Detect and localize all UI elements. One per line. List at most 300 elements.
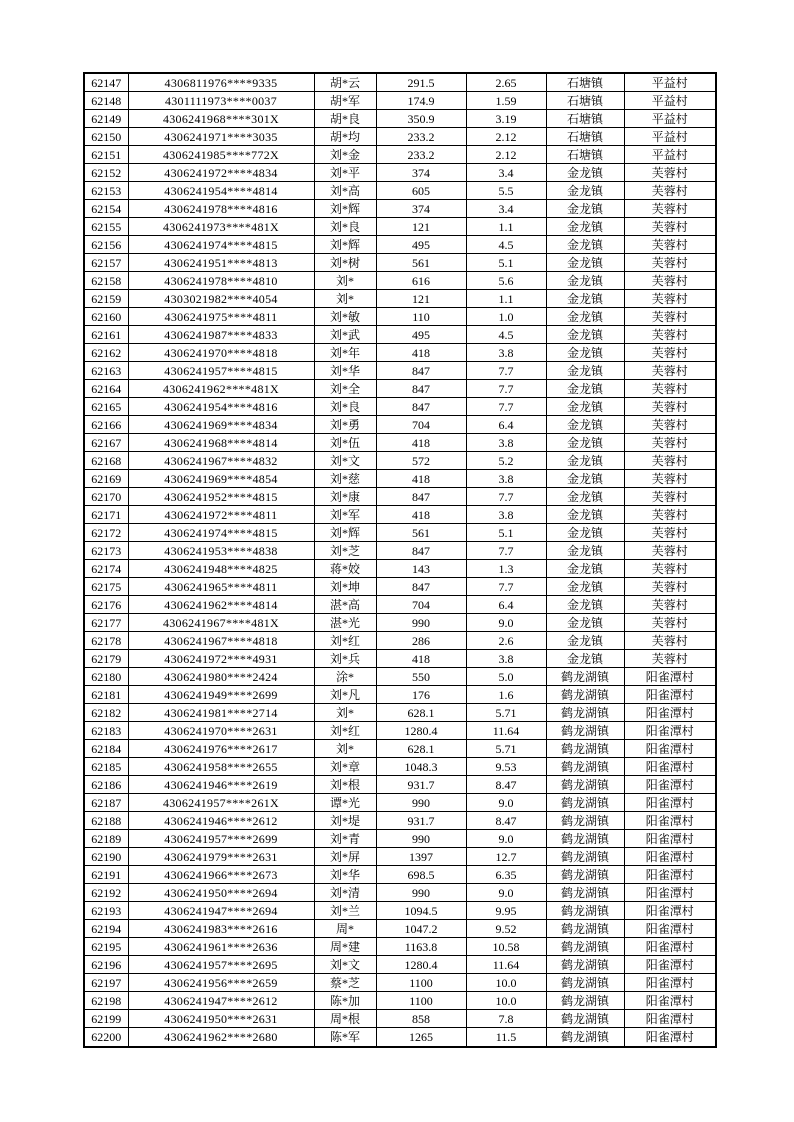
table-row: [84, 614, 716, 632]
cell-serial-number: 62157: [84, 254, 128, 272]
cell-masked-id-number: 4306241974****4815: [128, 236, 314, 254]
cell-village: 芙蓉村: [624, 614, 716, 632]
cell-masked-id-number: 4306241953****4838: [128, 542, 314, 560]
cell-masked-name: 刘*华: [314, 362, 376, 380]
cell-town: 金龙镇: [546, 398, 624, 416]
cell-village: 芙蓉村: [624, 416, 716, 434]
cell-masked-name: 刘*辉: [314, 524, 376, 542]
cell-amount: 1280.4: [376, 956, 466, 974]
cell-area: 11.64: [466, 956, 546, 974]
cell-area: 9.0: [466, 884, 546, 902]
cell-masked-name: 刘*: [314, 290, 376, 308]
table-row: [84, 182, 716, 200]
table-row: [84, 470, 716, 488]
table-row: [84, 920, 716, 938]
table-row: [84, 866, 716, 884]
cell-amount: 847: [376, 362, 466, 380]
table-row: [84, 344, 716, 362]
cell-village: 芙蓉村: [624, 470, 716, 488]
table-row: [84, 848, 716, 866]
cell-amount: 550: [376, 668, 466, 686]
cell-area: 9.0: [466, 830, 546, 848]
cell-amount: 990: [376, 884, 466, 902]
table-row: [84, 164, 716, 182]
cell-masked-id-number: 4306241966****2673: [128, 866, 314, 884]
cell-masked-name: 刘*良: [314, 218, 376, 236]
cell-masked-id-number: 4306241954****4814: [128, 182, 314, 200]
cell-town: 鹤龙湖镇: [546, 956, 624, 974]
cell-serial-number: 62165: [84, 398, 128, 416]
cell-amount: 990: [376, 830, 466, 848]
cell-serial-number: 62153: [84, 182, 128, 200]
cell-serial-number: 62173: [84, 542, 128, 560]
cell-town: 鹤龙湖镇: [546, 884, 624, 902]
cell-area: 1.3: [466, 560, 546, 578]
cell-amount: 561: [376, 254, 466, 272]
cell-village: 芙蓉村: [624, 632, 716, 650]
cell-town: 金龙镇: [546, 308, 624, 326]
cell-area: 10.0: [466, 992, 546, 1010]
cell-village: 阳雀潭村: [624, 668, 716, 686]
cell-area: 5.71: [466, 740, 546, 758]
cell-amount: 418: [376, 344, 466, 362]
cell-masked-id-number: 4306241979****2631: [128, 848, 314, 866]
table-row: [84, 794, 716, 812]
cell-area: 2.12: [466, 128, 546, 146]
cell-serial-number: 62200: [84, 1028, 128, 1047]
cell-area: 9.95: [466, 902, 546, 920]
cell-town: 鹤龙湖镇: [546, 1028, 624, 1047]
cell-village: 芙蓉村: [624, 200, 716, 218]
cell-masked-id-number: 4306241968****4814: [128, 434, 314, 452]
cell-area: 1.59: [466, 92, 546, 110]
table-row: [84, 362, 716, 380]
cell-amount: 628.1: [376, 740, 466, 758]
cell-village: 阳雀潭村: [624, 830, 716, 848]
cell-serial-number: 62166: [84, 416, 128, 434]
cell-area: 1.0: [466, 308, 546, 326]
cell-serial-number: 62169: [84, 470, 128, 488]
cell-town: 鹤龙湖镇: [546, 722, 624, 740]
cell-serial-number: 62179: [84, 650, 128, 668]
cell-amount: 561: [376, 524, 466, 542]
cell-serial-number: 62177: [84, 614, 128, 632]
cell-town: 鹤龙湖镇: [546, 740, 624, 758]
cell-masked-name: 刘*青: [314, 830, 376, 848]
cell-amount: 1094.5: [376, 902, 466, 920]
table-row: [84, 272, 716, 290]
cell-masked-name: 刘*坤: [314, 578, 376, 596]
cell-amount: 616: [376, 272, 466, 290]
cell-masked-name: 周*建: [314, 938, 376, 956]
cell-masked-name: 刘*文: [314, 956, 376, 974]
cell-village: 芙蓉村: [624, 542, 716, 560]
cell-masked-name: 刘*屏: [314, 848, 376, 866]
cell-town: 石塘镇: [546, 110, 624, 128]
cell-serial-number: 62162: [84, 344, 128, 362]
cell-amount: 418: [376, 506, 466, 524]
table-row: [84, 380, 716, 398]
cell-serial-number: 62189: [84, 830, 128, 848]
cell-masked-id-number: 4306241978****4810: [128, 272, 314, 290]
cell-masked-name: 刘*兵: [314, 650, 376, 668]
cell-masked-id-number: 4306241947****2694: [128, 902, 314, 920]
cell-town: 金龙镇: [546, 236, 624, 254]
cell-masked-id-number: 4306241957****261X: [128, 794, 314, 812]
cell-masked-name: 刘*辉: [314, 200, 376, 218]
table-row: [84, 128, 716, 146]
cell-town: 金龙镇: [546, 614, 624, 632]
cell-serial-number: 62170: [84, 488, 128, 506]
cell-village: 芙蓉村: [624, 578, 716, 596]
cell-area: 2.12: [466, 146, 546, 164]
cell-masked-id-number: 4306241965****4811: [128, 578, 314, 596]
cell-town: 鹤龙湖镇: [546, 902, 624, 920]
cell-masked-id-number: 4306241971****3035: [128, 128, 314, 146]
cell-area: 10.0: [466, 974, 546, 992]
cell-serial-number: 62156: [84, 236, 128, 254]
cell-village: 芙蓉村: [624, 344, 716, 362]
cell-town: 石塘镇: [546, 128, 624, 146]
cell-village: 阳雀潭村: [624, 920, 716, 938]
cell-serial-number: 62180: [84, 668, 128, 686]
cell-area: 9.53: [466, 758, 546, 776]
table-row: [84, 452, 716, 470]
cell-masked-name: 蔡*芝: [314, 974, 376, 992]
table-row: [84, 200, 716, 218]
cell-masked-name: 周*根: [314, 1010, 376, 1028]
cell-village: 平益村: [624, 92, 716, 110]
table-row: [84, 578, 716, 596]
cell-amount: 374: [376, 164, 466, 182]
cell-town: 金龙镇: [546, 344, 624, 362]
cell-amount: 990: [376, 614, 466, 632]
cell-town: 鹤龙湖镇: [546, 776, 624, 794]
cell-masked-id-number: 4306241950****2631: [128, 1010, 314, 1028]
cell-town: 金龙镇: [546, 290, 624, 308]
cell-town: 金龙镇: [546, 560, 624, 578]
cell-town: 鹤龙湖镇: [546, 848, 624, 866]
cell-town: 鹤龙湖镇: [546, 704, 624, 722]
cell-amount: 174.9: [376, 92, 466, 110]
cell-village: 阳雀潭村: [624, 722, 716, 740]
cell-masked-id-number: 4306241949****2699: [128, 686, 314, 704]
cell-amount: 350.9: [376, 110, 466, 128]
table-row: [84, 73, 716, 92]
cell-masked-name: 刘*清: [314, 884, 376, 902]
cell-village: 阳雀潭村: [624, 974, 716, 992]
cell-town: 金龙镇: [546, 632, 624, 650]
cell-masked-id-number: 4303021982****4054: [128, 290, 314, 308]
cell-masked-name: 刘*年: [314, 344, 376, 362]
cell-serial-number: 62194: [84, 920, 128, 938]
cell-masked-id-number: 4306241973****481X: [128, 218, 314, 236]
cell-amount: 495: [376, 326, 466, 344]
cell-amount: 704: [376, 596, 466, 614]
cell-village: 阳雀潭村: [624, 938, 716, 956]
table-row: [84, 434, 716, 452]
cell-serial-number: 62159: [84, 290, 128, 308]
cell-serial-number: 62192: [84, 884, 128, 902]
cell-masked-name: 刘*芝: [314, 542, 376, 560]
cell-area: 3.8: [466, 434, 546, 452]
cell-village: 芙蓉村: [624, 326, 716, 344]
cell-masked-id-number: 4306241946****2619: [128, 776, 314, 794]
cell-area: 7.7: [466, 488, 546, 506]
cell-area: 10.58: [466, 938, 546, 956]
cell-area: 5.1: [466, 524, 546, 542]
cell-serial-number: 62191: [84, 866, 128, 884]
cell-masked-name: 刘*敏: [314, 308, 376, 326]
cell-masked-name: 湛*高: [314, 596, 376, 614]
cell-masked-id-number: 4306241962****2680: [128, 1028, 314, 1047]
cell-village: 芙蓉村: [624, 452, 716, 470]
cell-area: 5.71: [466, 704, 546, 722]
table-row: [84, 560, 716, 578]
table-row: [84, 650, 716, 668]
cell-town: 金龙镇: [546, 650, 624, 668]
cell-area: 5.0: [466, 668, 546, 686]
cell-village: 阳雀潭村: [624, 686, 716, 704]
cell-town: 金龙镇: [546, 182, 624, 200]
cell-area: 3.8: [466, 650, 546, 668]
cell-serial-number: 62164: [84, 380, 128, 398]
cell-masked-id-number: 4306241980****2424: [128, 668, 314, 686]
cell-serial-number: 62176: [84, 596, 128, 614]
cell-village: 芙蓉村: [624, 308, 716, 326]
cell-village: 芙蓉村: [624, 398, 716, 416]
cell-masked-id-number: 4306241969****4834: [128, 416, 314, 434]
cell-town: 金龙镇: [546, 272, 624, 290]
cell-area: 6.4: [466, 416, 546, 434]
table-row: [84, 290, 716, 308]
cell-masked-id-number: 4306241968****301X: [128, 110, 314, 128]
cell-village: 芙蓉村: [624, 434, 716, 452]
cell-serial-number: 62163: [84, 362, 128, 380]
cell-town: 金龙镇: [546, 488, 624, 506]
cell-masked-name: 刘*华: [314, 866, 376, 884]
cell-masked-id-number: 4306241954****4816: [128, 398, 314, 416]
table-row: [84, 974, 716, 992]
cell-amount: 418: [376, 470, 466, 488]
cell-town: 鹤龙湖镇: [546, 974, 624, 992]
cell-area: 5.5: [466, 182, 546, 200]
table-row: [84, 236, 716, 254]
cell-serial-number: 62199: [84, 1010, 128, 1028]
cell-masked-id-number: 4306241972****4834: [128, 164, 314, 182]
cell-masked-name: 胡*良: [314, 110, 376, 128]
cell-town: 石塘镇: [546, 73, 624, 92]
cell-serial-number: 62195: [84, 938, 128, 956]
cell-amount: 1100: [376, 992, 466, 1010]
cell-serial-number: 62152: [84, 164, 128, 182]
cell-masked-id-number: 4306241952****4815: [128, 488, 314, 506]
cell-masked-name: 刘*金: [314, 146, 376, 164]
table-row: [84, 776, 716, 794]
cell-amount: 847: [376, 398, 466, 416]
table-row: [84, 992, 716, 1010]
cell-masked-name: 刘*堤: [314, 812, 376, 830]
cell-area: 3.19: [466, 110, 546, 128]
cell-amount: 1100: [376, 974, 466, 992]
cell-masked-name: 刘*平: [314, 164, 376, 182]
cell-area: 3.4: [466, 164, 546, 182]
cell-serial-number: 62149: [84, 110, 128, 128]
cell-town: 鹤龙湖镇: [546, 686, 624, 704]
cell-village: 芙蓉村: [624, 164, 716, 182]
cell-serial-number: 62186: [84, 776, 128, 794]
cell-masked-name: 刘*伍: [314, 434, 376, 452]
cell-amount: 418: [376, 434, 466, 452]
cell-town: 鹤龙湖镇: [546, 812, 624, 830]
cell-town: 鹤龙湖镇: [546, 866, 624, 884]
cell-area: 12.7: [466, 848, 546, 866]
table-row: [84, 146, 716, 164]
table-row: [84, 308, 716, 326]
cell-amount: 291.5: [376, 73, 466, 92]
cell-town: 石塘镇: [546, 146, 624, 164]
cell-amount: 698.5: [376, 866, 466, 884]
cell-town: 金龙镇: [546, 452, 624, 470]
cell-area: 5.6: [466, 272, 546, 290]
table-row: [84, 92, 716, 110]
cell-area: 7.7: [466, 362, 546, 380]
table-row: [84, 704, 716, 722]
cell-masked-name: 刘*良: [314, 398, 376, 416]
table-row: [84, 218, 716, 236]
cell-masked-id-number: 4306241987****4833: [128, 326, 314, 344]
cell-area: 11.64: [466, 722, 546, 740]
cell-town: 金龙镇: [546, 470, 624, 488]
cell-masked-id-number: 4306241950****2694: [128, 884, 314, 902]
cell-masked-name: 刘*根: [314, 776, 376, 794]
cell-masked-id-number: 4306241957****4815: [128, 362, 314, 380]
cell-area: 6.4: [466, 596, 546, 614]
cell-masked-name: 刘*勇: [314, 416, 376, 434]
cell-masked-id-number: 4301111973****0037: [128, 92, 314, 110]
cell-town: 金龙镇: [546, 596, 624, 614]
cell-amount: 143: [376, 560, 466, 578]
table-row: [84, 398, 716, 416]
table-row: [84, 668, 716, 686]
cell-masked-name: 陈*加: [314, 992, 376, 1010]
cell-village: 阳雀潭村: [624, 848, 716, 866]
cell-village: 芙蓉村: [624, 254, 716, 272]
cell-amount: 1280.4: [376, 722, 466, 740]
cell-masked-name: 刘*章: [314, 758, 376, 776]
cell-village: 芙蓉村: [624, 560, 716, 578]
cell-area: 9.0: [466, 614, 546, 632]
cell-town: 金龙镇: [546, 326, 624, 344]
cell-serial-number: 62155: [84, 218, 128, 236]
cell-area: 5.1: [466, 254, 546, 272]
cell-masked-name: 刘*慈: [314, 470, 376, 488]
cell-serial-number: 62197: [84, 974, 128, 992]
cell-masked-id-number: 4306241962****481X: [128, 380, 314, 398]
cell-masked-id-number: 4306811976****9335: [128, 73, 314, 92]
cell-masked-name: 刘*武: [314, 326, 376, 344]
cell-town: 金龙镇: [546, 578, 624, 596]
cell-serial-number: 62196: [84, 956, 128, 974]
cell-masked-id-number: 4306241951****4813: [128, 254, 314, 272]
cell-area: 3.4: [466, 200, 546, 218]
cell-area: 3.8: [466, 470, 546, 488]
cell-town: 金龙镇: [546, 506, 624, 524]
cell-serial-number: 62187: [84, 794, 128, 812]
cell-village: 芙蓉村: [624, 272, 716, 290]
cell-village: 芙蓉村: [624, 362, 716, 380]
cell-serial-number: 62168: [84, 452, 128, 470]
cell-amount: 628.1: [376, 704, 466, 722]
cell-area: 4.5: [466, 236, 546, 254]
cell-masked-name: 刘*高: [314, 182, 376, 200]
table-row: [84, 722, 716, 740]
table-row: [84, 110, 716, 128]
cell-village: 芙蓉村: [624, 506, 716, 524]
cell-amount: 990: [376, 794, 466, 812]
cell-amount: 1047.2: [376, 920, 466, 938]
cell-amount: 858: [376, 1010, 466, 1028]
cell-masked-name: 刘*康: [314, 488, 376, 506]
cell-village: 芙蓉村: [624, 596, 716, 614]
cell-amount: 605: [376, 182, 466, 200]
cell-amount: 704: [376, 416, 466, 434]
cell-serial-number: 62183: [84, 722, 128, 740]
cell-masked-id-number: 4306241967****4818: [128, 632, 314, 650]
cell-serial-number: 62154: [84, 200, 128, 218]
cell-masked-id-number: 4306241961****2636: [128, 938, 314, 956]
cell-amount: 847: [376, 578, 466, 596]
cell-masked-id-number: 4306241946****2612: [128, 812, 314, 830]
cell-town: 鹤龙湖镇: [546, 992, 624, 1010]
cell-village: 阳雀潭村: [624, 758, 716, 776]
cell-masked-name: 刘*红: [314, 722, 376, 740]
cell-masked-name: 胡*均: [314, 128, 376, 146]
cell-masked-id-number: 4306241981****2714: [128, 704, 314, 722]
cell-masked-id-number: 4306241962****4814: [128, 596, 314, 614]
table-row: [84, 956, 716, 974]
table-row: [84, 416, 716, 434]
cell-town: 金龙镇: [546, 362, 624, 380]
cell-village: 阳雀潭村: [624, 1010, 716, 1028]
cell-village: 阳雀潭村: [624, 794, 716, 812]
cell-amount: 233.2: [376, 128, 466, 146]
cell-area: 7.7: [466, 578, 546, 596]
cell-masked-name: 蒋*姣: [314, 560, 376, 578]
cell-town: 鹤龙湖镇: [546, 938, 624, 956]
table-row: [84, 902, 716, 920]
cell-masked-name: 刘*文: [314, 452, 376, 470]
cell-masked-name: 湛*光: [314, 614, 376, 632]
cell-masked-name: 刘*: [314, 704, 376, 722]
cell-amount: 572: [376, 452, 466, 470]
cell-town: 鹤龙湖镇: [546, 758, 624, 776]
cell-amount: 121: [376, 290, 466, 308]
cell-serial-number: 62175: [84, 578, 128, 596]
cell-masked-name: 刘*辉: [314, 236, 376, 254]
cell-masked-name: 刘*军: [314, 506, 376, 524]
cell-area: 8.47: [466, 812, 546, 830]
cell-village: 阳雀潭村: [624, 1028, 716, 1047]
cell-area: 2.65: [466, 73, 546, 92]
cell-area: 7.7: [466, 542, 546, 560]
cell-amount: 1397: [376, 848, 466, 866]
cell-masked-name: 刘*兰: [314, 902, 376, 920]
cell-town: 鹤龙湖镇: [546, 794, 624, 812]
cell-masked-name: 刘*: [314, 272, 376, 290]
cell-amount: 1048.3: [376, 758, 466, 776]
cell-masked-name: 胡*云: [314, 73, 376, 92]
